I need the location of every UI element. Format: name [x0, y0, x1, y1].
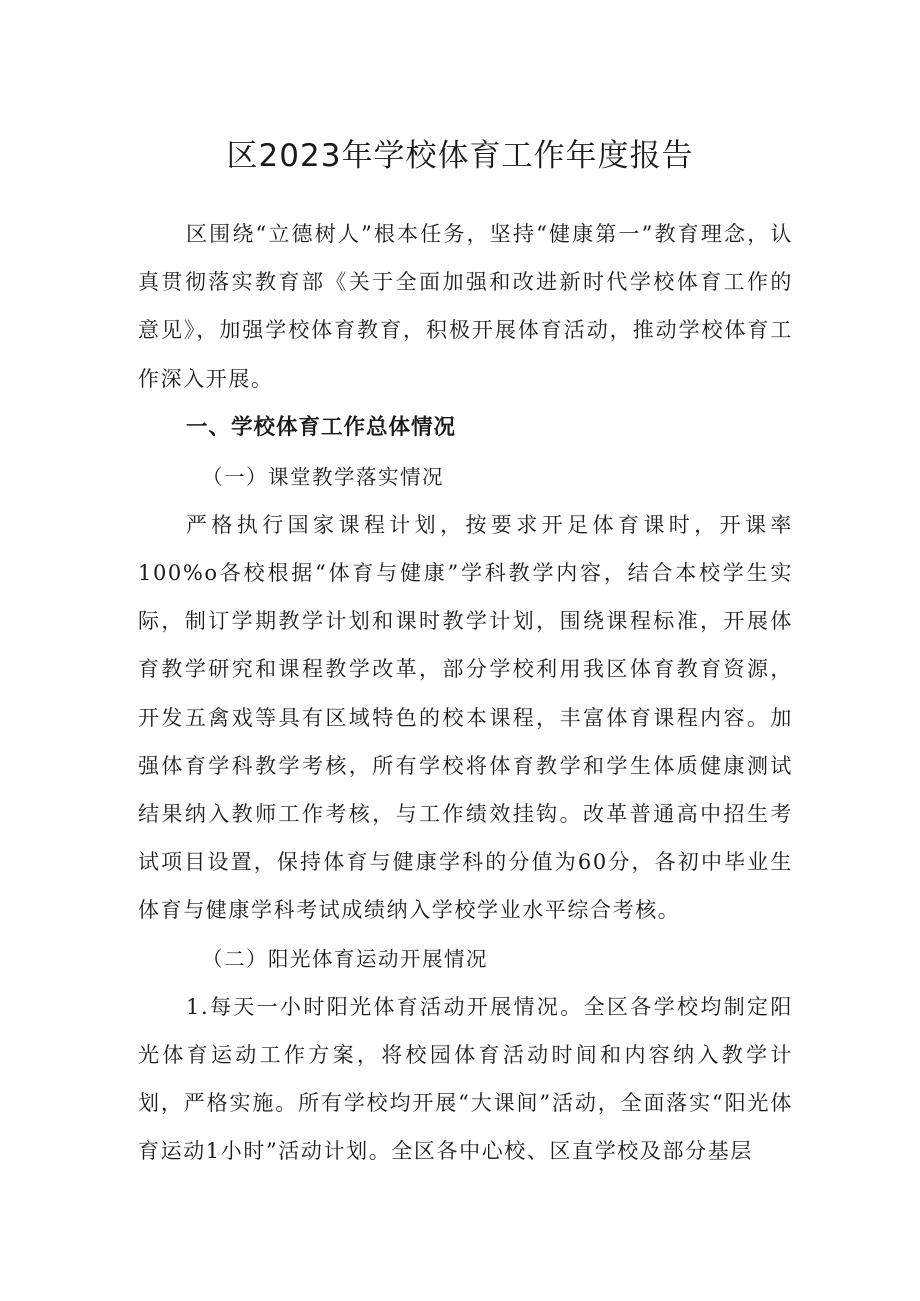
- section-heading-1: 一、学校体育工作总体情况: [186, 414, 457, 440]
- subsection-1-paragraph: 严格执行国家课程计划，按要求开足体育课时，开课率100%o各校根据“体育与健康”学科教学内容，结合本校学生实际，制订学期教学计划和课时教学计划，围绕课程标准，开展体育教学研究和课程教学改革，部分学校利用我区体育教育资源，开发五禽戏等具有区域特色的校本课程，丰富体育课程内容。加强体育学科教学考核，所有学校将体育教学和学生体质健康测试结果纳入教师工作考核，与工作绩效挂钩。改革普通高中招生考试项目设置，保持体育与健康学科的分值为60分，各初中毕业生体育与健康学科考试成绩纳入学校学业水平综合考核。: [138, 512, 793, 923]
- subsection-heading-2: （二）阳光体育运动开展情况: [202, 946, 488, 971]
- subsection-heading-1: （一）课堂教学落实情况: [202, 464, 444, 489]
- document-body: [138, 210, 793, 1175]
- document-title: 区2023年学校体育工作年度报告: [226, 138, 694, 174]
- subsection-2-paragraph: 1.每天一小时阳光体育活动开展情况。全区各学校均制定阳光体育运动工作方案，将校园体育活动时间和内容纳入教学计划，严格实施。所有学校均开展“大课间”活动，全面落实“阳光体育运动1小时”活动计划。全区各中心校、区直学校及部分基层: [138, 994, 793, 1164]
- intro-paragraph: 区围绕“立德树人”根本任务，坚持“健康第一”教育理念，认真贯彻落实教育部《关于全面加强和改进新时代学校体育工作的意见》，加强学校体育教育，积极开展体育活动，推动学校体育工作深入开展。: [138, 222, 793, 391]
